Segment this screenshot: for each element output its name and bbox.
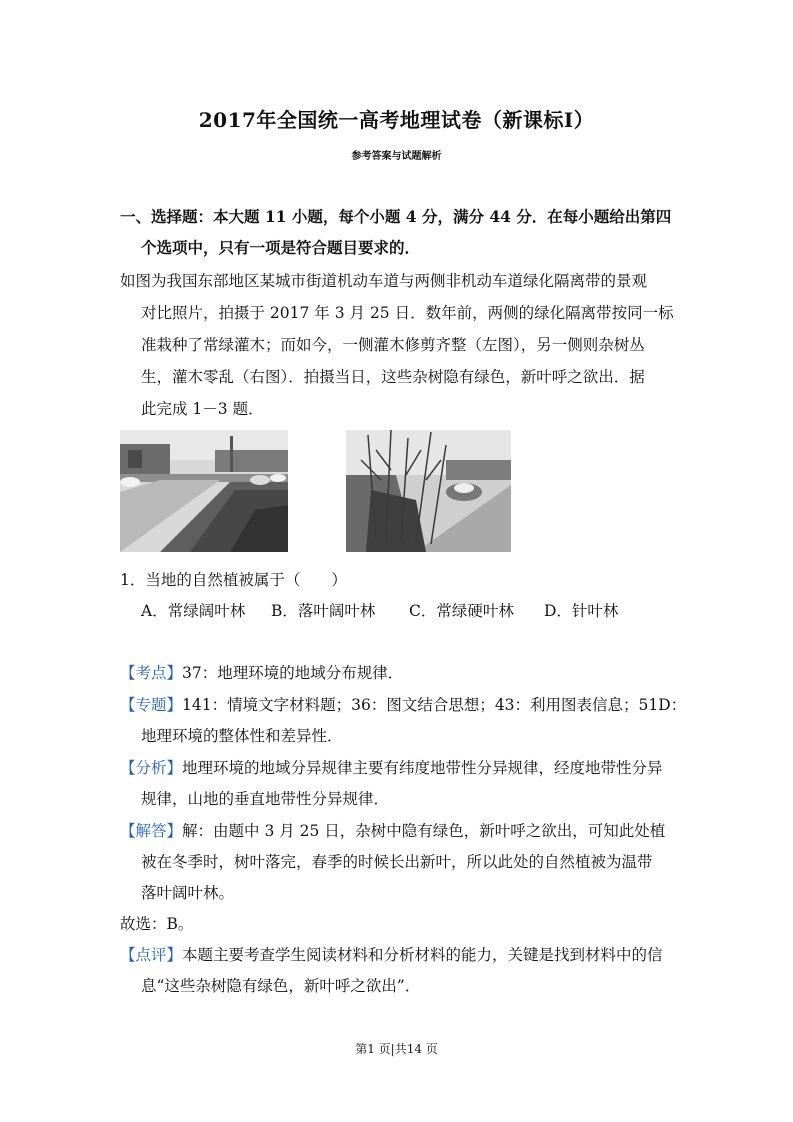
passage-line: 如图为我国东部地区某城市街道机动车道与两侧非机动车道绿化隔离带的景观: [120, 272, 648, 290]
section-heading-line-1: 一、选择题：本大题 11 小题，每个小题 4 分，满分 44 分．在每小题给出第四: [120, 207, 672, 226]
jieda-text: 解：由题中 3 月 25 日，杂树中隐有绿色，新叶呼之欲出，可知此处植: [182, 822, 666, 840]
dianping-text: 本题主要考查学生阅读材料和分析材料的能力，关键是找到材料中的信: [182, 946, 663, 964]
dianping-line: [120, 945, 663, 965]
jieda-tag: 【解答】: [120, 822, 183, 840]
passage-line: 生，灌木零乱（右图）．拍摄当日，这些杂树隐有绿色，新叶呼之欲出．据: [141, 368, 645, 386]
fenxi-text: 地理环境的地域分异规律主要有纬度地带性分异规律，经度地带性分异: [182, 759, 663, 777]
right-photo-overgrown-trees: [346, 430, 511, 552]
kaodian-text: 37：地理环境的地域分布规律．: [182, 664, 404, 682]
passage-line: 准栽种了常绿灌木；而如今，一侧灌木修剪齐整（左图），另一侧则杂树丛: [141, 336, 645, 354]
dianping-tag: 【点评】: [120, 946, 183, 964]
section-heading-line-2: 个选项中，只有一项是符合题目要求的．: [141, 238, 421, 257]
zhuanti-text: 141：情境文字材料题；36：图文结合思想；43：利用图表信息；51D：: [182, 696, 687, 714]
jieda-line-3: 落叶阔叶林。: [141, 884, 235, 902]
zhuanti-line-2: 地理环境的整体性和差异性．: [141, 727, 343, 745]
left-photo-trimmed-shrubs: [120, 430, 288, 552]
dianping-line-2: 息“这些杂树隐有绿色，新叶呼之欲出”．: [141, 977, 421, 995]
option-a: A．常绿阔叶林: [141, 602, 246, 620]
passage-line: 对比照片，拍摄于 2017 年 3 月 25 日．数年前，两侧的绿化隔离带按同一标: [141, 304, 674, 322]
page-title: 2017年全国统一高考地理试卷（新课标I）: [198, 108, 595, 132]
question-options: [141, 601, 618, 621]
zhuanti-line: [120, 695, 686, 715]
page-subtitle: 参考答案与试题解析: [351, 151, 442, 162]
option-b: B．落叶阔叶林: [271, 602, 376, 620]
page-number: 第1 页|共14 页: [355, 1042, 438, 1056]
kaodian-tag: 【考点】: [120, 664, 183, 682]
jieda-line-2: 被在冬季时，树叶落完，春季的时候长出新叶，所以此处的自然植被为温带: [141, 853, 653, 871]
answer-line: 故选：B。: [120, 915, 194, 933]
zhuanti-tag: 【专题】: [120, 696, 183, 714]
jieda-line: [120, 821, 665, 841]
kaodian-line: [120, 663, 403, 683]
fenxi-tag: 【分析】: [120, 759, 183, 777]
option-c: C．常绿硬叶林: [409, 602, 514, 620]
question-stem: 1．当地的自然植被属于（ ）: [120, 571, 347, 589]
fenxi-line: [120, 758, 663, 778]
passage-line: 此完成 1－3 题．: [141, 400, 264, 418]
option-d: D．针叶林: [544, 602, 619, 620]
fenxi-line-2: 规律，山地的垂直地带性分异规律．: [141, 790, 390, 808]
